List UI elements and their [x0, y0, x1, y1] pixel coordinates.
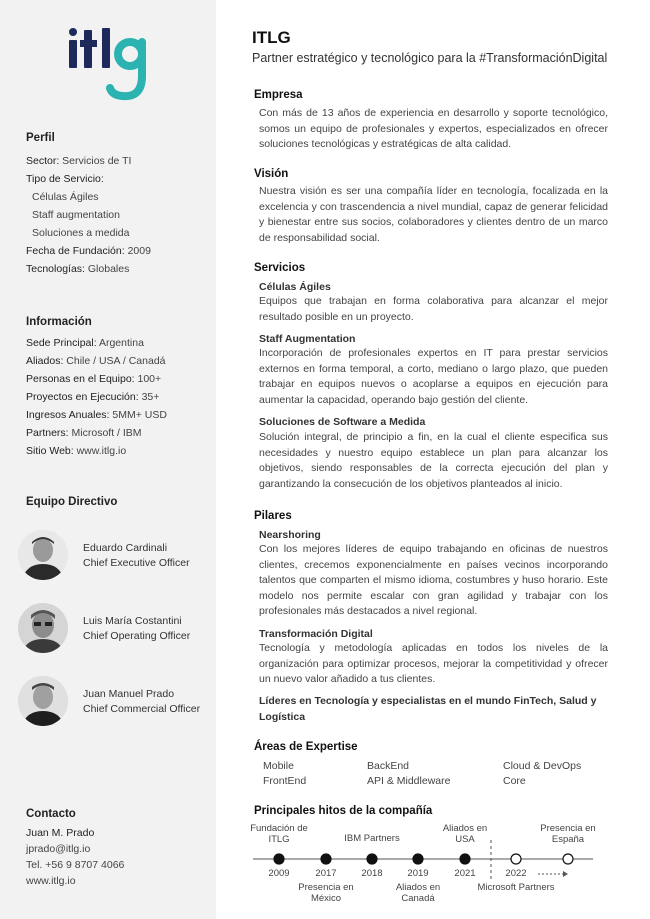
contact-email[interactable]: jprado@itlg.io [26, 843, 91, 855]
areas-heading: Áreas de Expertise [254, 741, 358, 753]
perfil-sector [26, 152, 151, 170]
perfil-fecha [26, 242, 151, 260]
servicio-text: Equipos que trabajan en forma colaborativa para alcanzar el mejor resultado posible en un proyecto. [259, 295, 608, 323]
info-label: Sitio Web: [26, 445, 74, 457]
milestone-label: Fundación de [250, 824, 308, 834]
milestone-label: IBM Partners [344, 833, 400, 844]
area-item: API & Middleware [367, 775, 451, 787]
info-row [26, 406, 167, 424]
member-role: Chief Executive Officer [83, 557, 190, 569]
pilar-title: Transformación Digital [259, 628, 373, 640]
area-item: Core [503, 775, 526, 787]
hitos-heading: Principales hitos de la compañía [254, 805, 433, 817]
sector-value: Servicios de TI [59, 155, 132, 167]
pilar-text: Con los mejores líderes de equipo trabajando en oficinas de nuestros clientes, crecemos exponencialmente en países vecinos incorporando talentos que comparten el mismo idioma, costumbres y huso horario. Este modelo nos permite escalar con gran agilidad y trabajar con los profesionales más destacados a nivel regional. [259, 543, 608, 618]
sector-label: Sector: [26, 155, 60, 167]
pilar-title: Nearshoring [259, 529, 321, 541]
page-subtitle: Partner estratégico y tecnológico para la #TransformaciónDigital [252, 51, 608, 65]
area-item: BackEnd [367, 760, 410, 772]
info-row [26, 388, 167, 406]
area-item: Mobile [263, 760, 294, 772]
servicio-title: Células Ágiles [259, 281, 331, 293]
servicio-text: Incorporación de profesionales expertos en IT para prestar servicios externos en forma temporal, a corto, mediano o largo plazo, que pueden trabajar en equipos nuevos o acoplarse a equipos en ejecución para aumentar la capacidad, operando bajo gestión del cliente. [259, 347, 608, 406]
perfil-tipo [26, 170, 151, 188]
milestone-dot [460, 854, 470, 864]
milestone-label: USA [455, 834, 475, 845]
servicio-text: Solución integral, de principio a fin, en la cual el cliente especifica sus necesidades y nuestro equipo establece un plan para alcanzar los objetivos, siendo responsables de la correcta ejecución del plan y garantizando la consecución de los objetivos planteados al inicio. [259, 431, 608, 490]
avatar [18, 676, 68, 726]
perfil-list [26, 152, 151, 278]
area-item: Cloud & DevOps [503, 760, 582, 772]
team-member [18, 676, 208, 728]
area-item: FrontEnd [263, 775, 307, 787]
avatar [18, 603, 68, 653]
contact-website[interactable]: www.itlg.io [26, 875, 76, 887]
milestone-label: Aliados en [442, 824, 488, 834]
equipo-heading: Equipo Directivo [26, 496, 118, 508]
member-name: Eduardo Cardinali [83, 542, 168, 554]
informacion-list [26, 334, 167, 460]
info-label: Partners: [26, 427, 69, 439]
info-value: 35+ [138, 391, 160, 403]
info-value: Chile / USA / Canadá [63, 355, 166, 367]
tipo-label: Tipo de Servicio: [26, 173, 104, 185]
info-row [26, 334, 167, 352]
info-label: Aliados: [26, 355, 64, 367]
team-member [18, 530, 208, 582]
info-value: 100+ [134, 373, 162, 385]
member-role: Chief Commercial Officer [83, 703, 201, 715]
milestone-label: Microsoft Partners [477, 882, 555, 893]
perfil-tipo-item: Soluciones a medida [32, 227, 130, 239]
page-title: ITLG [252, 28, 291, 47]
pilares-closing: Líderes en Tecnología y especialistas en el mundo FinTech, Salud y Logística [259, 695, 597, 723]
info-value: Microsoft / IBM [68, 427, 142, 439]
info-label: Personas en el Equipo: [26, 373, 135, 385]
milestone-year: 2019 [407, 868, 429, 879]
milestone-label: España [551, 834, 585, 845]
perfil-tipo-item: Células Ágiles [32, 191, 99, 203]
perfil-heading: Perfil [26, 132, 55, 144]
milestone-label: ITLG [268, 834, 290, 845]
info-value: 5MM+ USD [109, 409, 167, 421]
timeline-arrow-icon [563, 871, 568, 877]
servicio-title: Staff Augmentation [259, 333, 356, 345]
vision-heading: Visión [254, 168, 289, 180]
milestone-dot [274, 854, 284, 864]
empresa-heading: Empresa [254, 89, 303, 101]
milestone-label: Aliados en [395, 882, 441, 893]
info-label: Ingresos Anuales: [26, 409, 110, 421]
avatar [18, 530, 68, 580]
info-row-website[interactable] [26, 442, 167, 460]
milestone-year: 2017 [315, 868, 337, 879]
contact-phone[interactable]: Tel. +56 9 8707 4066 [26, 859, 125, 871]
milestone-year: 2009 [268, 868, 290, 879]
milestone-label: Presencia en [540, 824, 596, 834]
website-link[interactable]: www.itlg.io [73, 445, 127, 457]
perfil-tecnologias [26, 260, 151, 278]
contact-name: Juan M. Prado [26, 827, 95, 839]
info-row [26, 352, 167, 370]
team-member [18, 603, 208, 655]
info-row [26, 424, 167, 442]
milestones-timeline [248, 824, 608, 914]
servicios-heading: Servicios [254, 262, 306, 274]
servicio-title: Soluciones de Software a Medida [259, 416, 426, 428]
fecha-label: Fecha de Fundación: [26, 245, 125, 257]
contacto-heading: Contacto [26, 808, 76, 820]
milestone-label: Presencia en [298, 882, 354, 893]
member-name: Juan Manuel Prado [83, 688, 175, 700]
perfil-tipo-item: Staff augmentation [32, 209, 120, 221]
vision-text: Nuestra visión es ser una compañía líder en tecnología, focalizada en la excelencia y con trascendencia a nivel mundial, capaz de generar felicidad y bienestar entre sus socios, colaboradores y clientes dentro de un marco de responsabilidad social. [259, 185, 608, 244]
empresa-text: Con más de 13 años de experiencia en desarrollo y soporte tecnológico, somos un equipo de profesionales y expertos, especializados en ofrecer soluciones tecnológicas y estratégicas de alta calidad. [259, 107, 608, 151]
milestone-label: Canadá [401, 893, 435, 904]
info-value: Argentina [96, 337, 144, 349]
pilar-text: Tecnología y metodología aplicadas en todos los niveles de la organización para optimizar procesos, mejorar la competitividad y ofrecer un nuevo valor añadido a tus clientes. [259, 642, 608, 686]
itlg-logo [66, 26, 156, 102]
milestone-dot [321, 854, 331, 864]
milestone-year: 2021 [454, 868, 476, 879]
milestone-dot [563, 854, 573, 864]
tecnologias-value: Globales [84, 263, 130, 275]
fecha-value: 2009 [124, 245, 151, 257]
milestone-year: 2018 [361, 868, 383, 879]
info-label: Proyectos en Ejecución: [26, 391, 139, 403]
milestone-label: México [310, 893, 342, 904]
info-label: Sede Principal: [26, 337, 97, 349]
informacion-heading: Información [26, 316, 92, 328]
pilares-heading: Pilares [254, 510, 292, 522]
member-name: Luis María Costantini [83, 615, 182, 627]
info-row [26, 370, 167, 388]
milestone-year: 2022 [505, 868, 527, 879]
contacto-list [26, 825, 124, 889]
tecnologias-label: Tecnologías: [26, 263, 85, 275]
milestone-dot [367, 854, 377, 864]
member-role: Chief Operating Officer [83, 630, 191, 642]
milestone-dot [511, 854, 521, 864]
milestone-dot [413, 854, 423, 864]
